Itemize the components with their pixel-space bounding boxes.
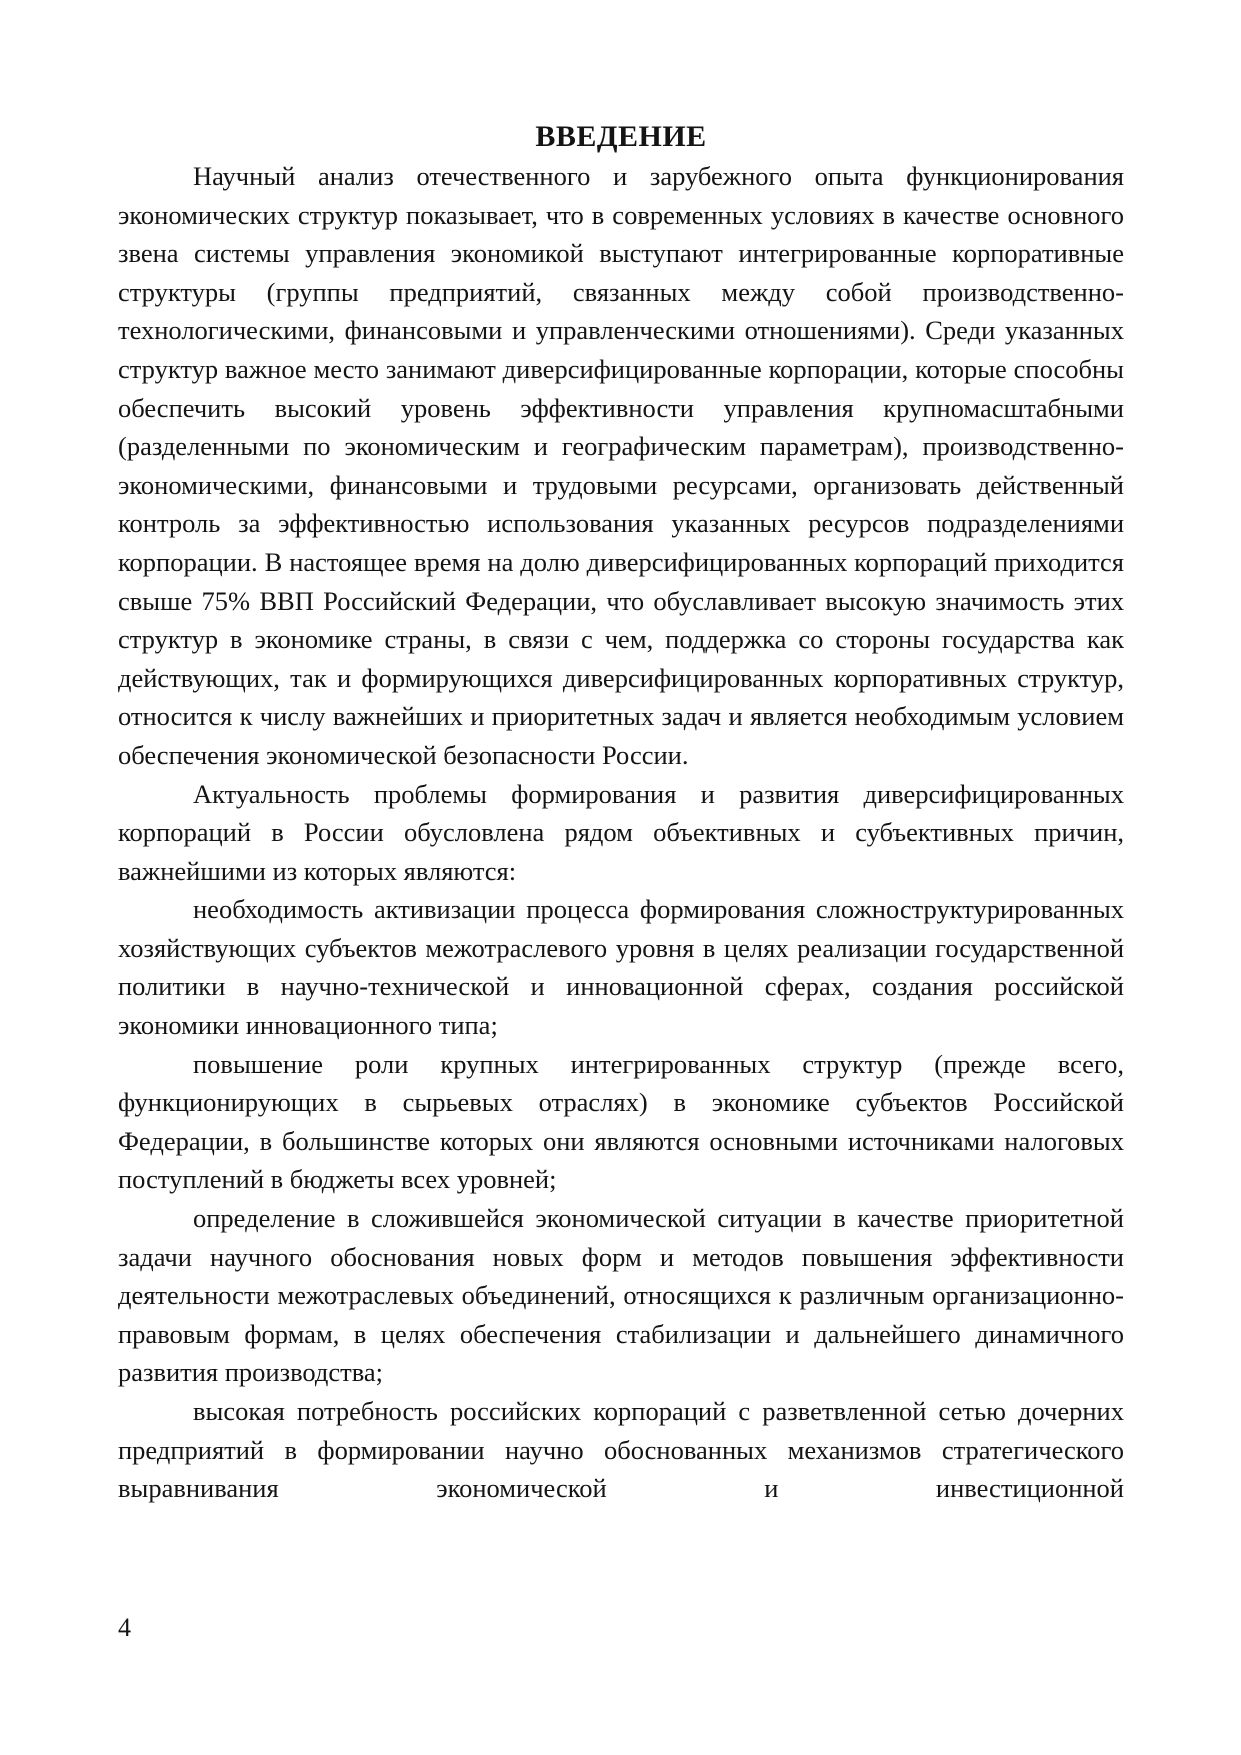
paragraph-reason-role: повышение роли крупных интегрированных структур (прежде всего, функционирующих в сырьевых отраслях) в экономике субъектов Российской Федерации, в большинстве которых они являются основными источниками налоговых поступлений в бюджеты всех уровней; [118,1048,1124,1195]
paragraph-reason-priority: определение в сложившейся экономической ситуации в качестве приоритетной задачи научного обоснования новых форм и методов повышения эффективности деятельности межотраслевых объединений, относящихся к различным организационно-правовым формам, в целях обеспечения стабилизации и дальнейшего динамичного развития производства; [118,1203,1124,1388]
paragraph-intro: Научный анализ отечественного и зарубежного опыта функционирования экономических структур показывает, что в современных условиях в качестве основного звена системы управления экономикой выступают интегрированные корпоративные структуры (группы предприятий, связанных между собой производственно-технологическими, финансовыми и управленческими отношениями). Среди указанных структур важное место занимают диверсифицированные корпорации, которые способны обеспечить высокий уровень эффективности управления крупномасштабными (разделенными по экономическим и географическим параметрам), производственно-экономическими, финансовыми и трудовыми ресурсами, организовать действенный контроль за эффективностью использования указанных ресурсов подразделениями корпорации. В настоящее время на долю диверсифицированных корпораций приходится свыше 75% ВВП Российский Федерации, что обуславливает высокую значимость этих структур в экономике страны, в связи с чем, поддержка со стороны государства как действующих, так и формирующихся диверсифицированных корпоративных структур, относится к числу важнейших и приоритетных задач и является необходимым условием обеспечения экономической безопасности России. [118,161,1124,770]
page-number: 4 [118,1613,131,1642]
paragraph-reason-activation: необходимость активизации процесса формирования сложноструктурированных хозяйствующих субъектов межотраслевого уровня в целях реализации государственной политики в научно-технической и инновационной сферах, создания российской экономики инновационного типа; [118,894,1124,1041]
paragraph-relevance: Актуальность проблемы формирования и развития диверсифицированных корпораций в России обусловлена рядом объективных и субъективных причин, важнейшими из которых являются: [118,778,1124,886]
paragraph-reason-demand: высокая потребность российских корпораций с разветвленной сетью дочерних предприятий в формировании научно обоснованных механизмов стратегического выравнивания экономической и инвестиционной [118,1396,1124,1504]
section-heading: ВВЕДЕНИЕ [535,120,707,153]
document-page [118,118,1124,1508]
